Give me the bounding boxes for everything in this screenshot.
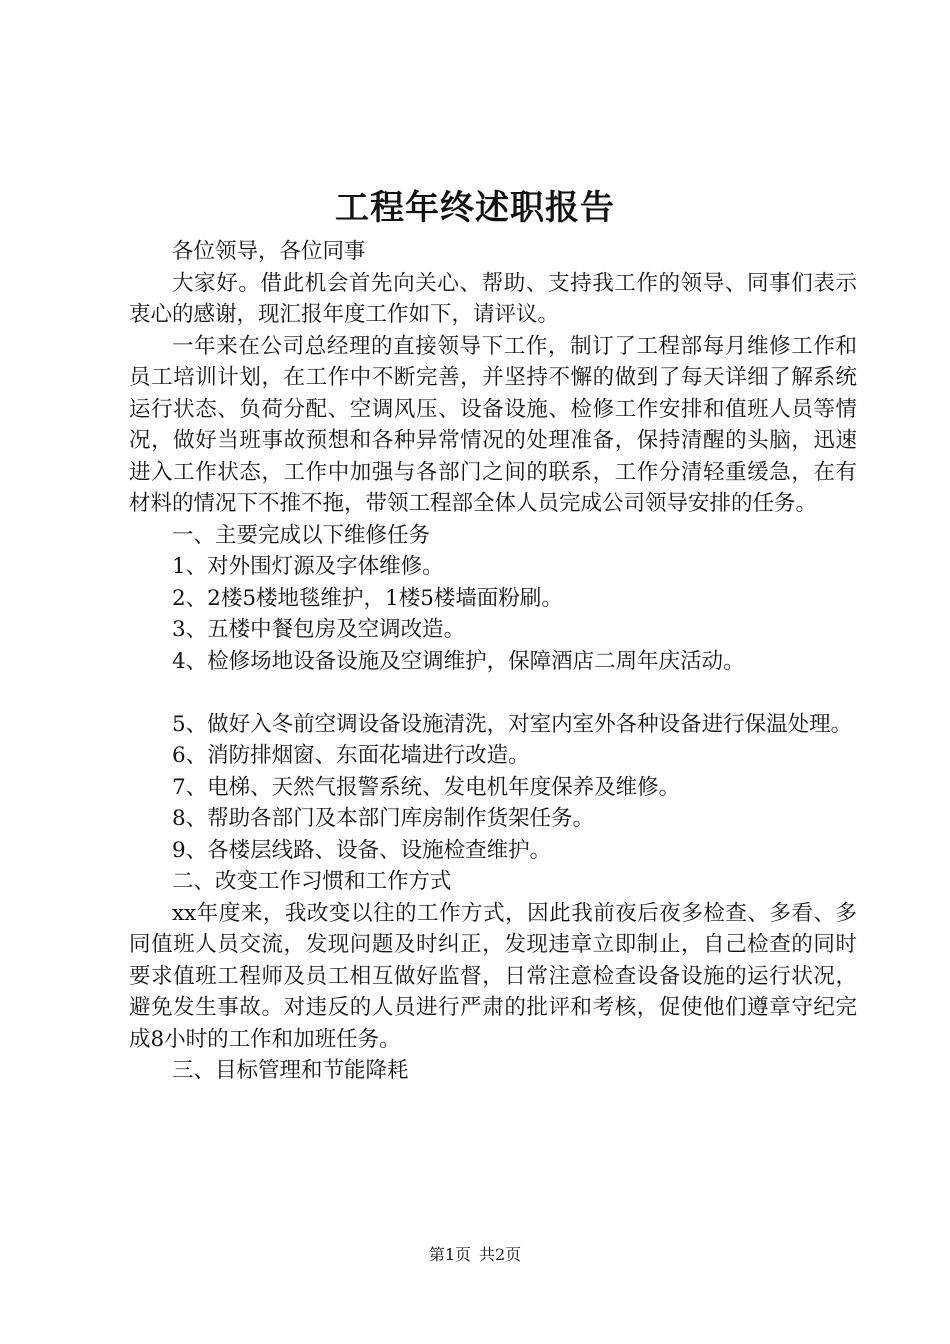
greeting-paragraph: 大家好。借此机会首先向关心、帮助、支持我工作的领导、同事们表示衷心的感谢，现汇报年度工作如下，请评议。 (129, 270, 857, 327)
salutation: 各位领导，各位同事 (172, 239, 366, 264)
page-number: 第1页 (428, 1245, 471, 1264)
list-item: 3、五楼中餐包房及空调改造。 (172, 617, 466, 642)
document-body (129, 236, 857, 1087)
document-title: 工程年终述职报告 (335, 188, 615, 228)
summary-paragraph: 一年来在公司总经理的直接领导下工作，制订了工程部每月维修工作和员工培训计划，在工作中不断完善，并坚持不懈的做到了每天详细了解系统运行状态、负荷分配、空调风压、设备设施、检修工作安排和值班人员等情况，做好当班事故预想和各种异常情况的处理准备，保持清醒的头脑，迅速进入工作状态，工作中加强与各部门之间的联系，工作分清轻重缓急，在有材料的情况下不推不拖，带领工程部全体人员完成公司领导安排的任务。 (129, 333, 857, 516)
section-heading-3: 三、目标管理和节能降耗 (172, 1058, 409, 1083)
page-total: 共2页 (479, 1245, 522, 1264)
list-item: 4、检修场地设备设施及空调维护，保障酒店二周年庆活动。 (172, 648, 745, 674)
list-item: 7、电梯、天然气报警系统、发电机年度保养及维修。 (172, 774, 681, 800)
section-heading-2: 二、改变工作习惯和工作方式 (172, 869, 452, 894)
work-method-paragraph: xx年度来，我改变以往的工作方式，因此我前夜后夜多检查、多看、多同值班人员交流，发现问题及时纠正，发现违章立即制止，自己检查的同时要求值班工程师及员工相互做好监督，日常注意检查设备设施的运行状况，避免发生事故。对违反的人员进行严肃的批评和考核，促使他们遵章守纪完成8小时的工作和加班任务。 (129, 900, 857, 1052)
list-item: 9、各楼层线路、设备、设施检查维护。 (172, 837, 552, 863)
list-item: 5、做好入冬前空调设备设施清洗，对室内室外各种设备进行保温处理。 (172, 711, 853, 737)
list-item: 2、2楼5楼地毯维护，1楼5楼墙面粉刷。 (172, 585, 563, 611)
list-item: 8、帮助各部门及本部门库房制作货架任务。 (172, 806, 595, 831)
list-item: 6、消防排烟窗、东面花墙进行改造。 (172, 743, 530, 768)
page-footer (0, 1244, 950, 1266)
list-item: 1、对外围灯源及字体维修。 (172, 554, 444, 579)
section-heading-1: 一、主要完成以下维修任务 (172, 522, 431, 548)
